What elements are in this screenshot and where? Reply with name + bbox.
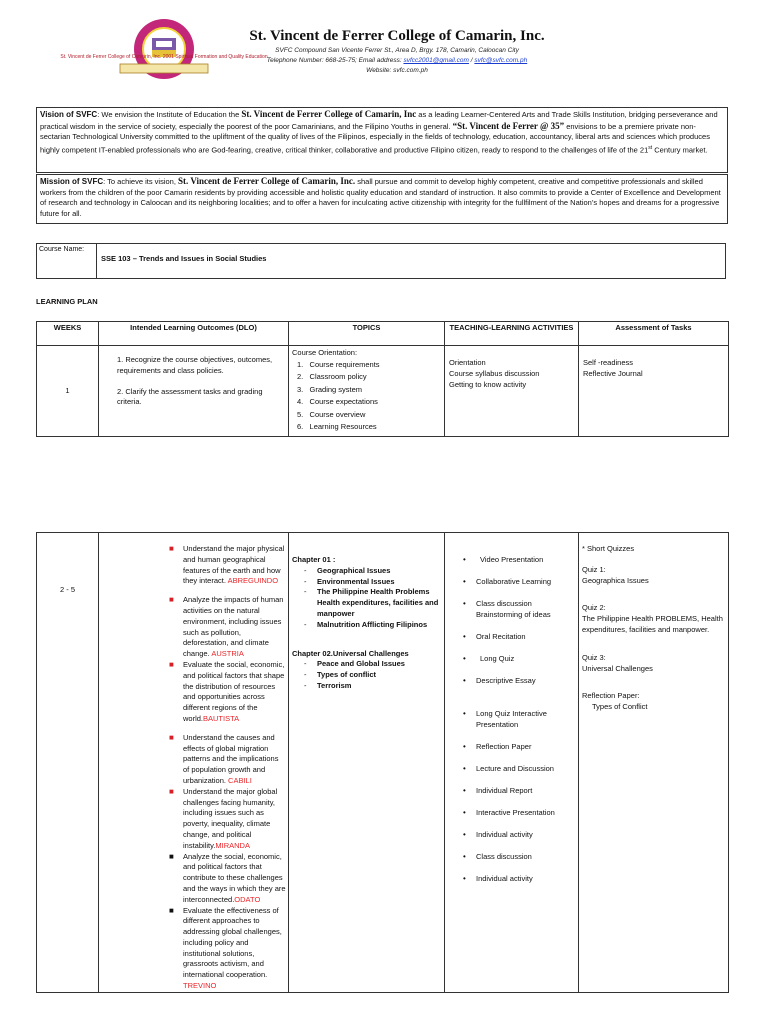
list-number: 3. xyxy=(297,384,304,394)
topics-cell xyxy=(289,533,445,993)
list-number: 5. xyxy=(297,409,304,419)
learning-plan-table-continued xyxy=(36,532,729,993)
chapter-title: Chapter 02.Universal Challenges xyxy=(292,648,409,658)
reflection-label: Reflection Paper: xyxy=(582,691,640,701)
list-item xyxy=(297,421,441,434)
dlo-text: Understand the causes and effects of global migration patterns and the implications of population growth and urbanization. xyxy=(183,732,279,785)
student-name: CABILI xyxy=(228,775,252,785)
student-name: MIRANDA xyxy=(215,840,250,850)
student-name: AUSTRIA xyxy=(211,649,244,659)
list-text: Learning Resources xyxy=(309,422,377,432)
list-item: Course syllabus discussion xyxy=(449,368,540,378)
course-title: SSE 103 – Trends and Issues in Social Studies xyxy=(101,254,267,263)
week-cell: 2 - 5 xyxy=(37,533,99,993)
list-text: Class discussion Brainstorming of ideas xyxy=(476,599,551,619)
vision-text-3: envisions to be a premiere private non-sectarian Technological University committed to the upliftment of the quality of lives of the Filipinos, especially in the fields of technology, education, accountancy, liberal arts and sciences which produces highly competent IT-enabled professionals who are God-fearing, creative, critical thinker, collaborative and productive Filipino citizen, ready to respond to the challenges of life of the 21 xyxy=(40,121,710,155)
list-item: • Individual activity xyxy=(463,830,533,839)
email-link-1[interactable]: svfcc2001@gmail.com xyxy=(403,57,469,64)
list-text: Peace and Global Issues xyxy=(317,659,405,669)
topics-title: Course Orientation: xyxy=(292,348,358,357)
list-text: Class discussion xyxy=(476,852,532,861)
header-topics: TOPICS xyxy=(289,322,445,346)
dlo-cell xyxy=(99,533,289,993)
list-text: Video Presentation xyxy=(480,555,544,564)
header-assessment: Assessment of Tasks xyxy=(579,322,729,346)
college-name: St. Vincent de Ferrer College of Camarin, Inc. xyxy=(249,28,545,44)
list-item xyxy=(304,577,441,588)
address: SVFC Compound San Vicente Ferrer St., Area D, Brgy. 178, Camarin, Caloocan City xyxy=(275,47,519,54)
list-item xyxy=(304,659,441,670)
list-item: • Class discussion xyxy=(463,852,532,861)
list-item: Getting to know activity xyxy=(449,379,527,389)
list-item xyxy=(297,371,441,384)
logo-year: St. Vincent de Ferrer College of Camarin, Inc. 2001 Spiritual Formation and Quality Education xyxy=(60,54,268,60)
quiz-label: Quiz 2: xyxy=(582,603,606,613)
contact-line xyxy=(222,57,572,64)
college-logo xyxy=(60,14,268,84)
list-item: • Video Presentation xyxy=(463,555,544,564)
student-name: TREVINO xyxy=(183,981,217,991)
list-item xyxy=(297,396,441,409)
mission-box xyxy=(36,174,728,224)
email-separator: / xyxy=(468,57,475,64)
dlo-text: Analyze the social, economic, and political factors that contribute to these challenges and the ways in which they are interconnected. xyxy=(183,851,286,904)
chapter-title: Chapter 01 : xyxy=(292,555,336,564)
chapter-list xyxy=(292,566,441,631)
list-item: ■ Understand the causes and effects of global migration patterns and the implications of population growth and urbanization. CABILI xyxy=(169,732,279,785)
assessment-cell xyxy=(579,346,729,437)
list-number: 2. xyxy=(297,372,304,382)
list-item xyxy=(304,566,441,577)
mission-institution: St. Vincent de Ferrer College of Camarin, Inc. xyxy=(178,176,356,186)
dlo-text: Evaluate the social, economic, and political factors that shape the distribution of resources and opportunities across different regions of the world. xyxy=(183,659,285,723)
list-item xyxy=(297,384,441,397)
list-text: Interactive Presentation xyxy=(476,808,555,817)
chapter-list xyxy=(292,659,441,691)
quiz-label: Quiz 1: xyxy=(582,564,606,574)
dlo-cell xyxy=(99,346,289,437)
list-text: Individual activity xyxy=(476,830,533,839)
list-dash: - xyxy=(304,680,307,690)
list-number: 1. xyxy=(297,359,304,369)
list-text: Course requirements xyxy=(309,359,380,369)
dlo-list xyxy=(169,544,286,992)
tla-list xyxy=(463,555,576,896)
list-text: The Philippine Health Problems Health expenditures, facilities and manpower xyxy=(317,587,439,618)
list-item: • Oral Recitation xyxy=(463,632,526,641)
list-item: • Long Quiz xyxy=(463,654,515,663)
dlo-text: Evaluate the effectiveness of different approaches to addressing global challenges, including policy and institutional solutions, grassroots activism, and international cooperation. xyxy=(183,905,282,980)
vision-sup: st xyxy=(648,145,653,152)
email-link-2[interactable]: svfc@svfc.com.ph xyxy=(474,57,528,64)
quiz-topic: Universal Challenges xyxy=(582,663,653,673)
reflection-topic: Types of Conflict xyxy=(592,702,648,712)
list-item: ■ Understand the major global challenges facing humanity, including issues such as poverty, inequality, climate change, and political instability.MIRANDA xyxy=(169,786,278,850)
table-header-row xyxy=(37,322,729,346)
week-cell: 1 xyxy=(37,346,99,437)
list-text: Collaborative Learning xyxy=(476,577,552,586)
list-dash: - xyxy=(304,587,307,597)
header-tla: TEACHING-LEARNING ACTIVITIES xyxy=(445,322,579,346)
list-item: • Individual Report xyxy=(463,786,533,795)
list-item: Self -readiness xyxy=(583,358,634,367)
list-item: Orientation xyxy=(449,358,486,367)
list-text: Lecture and Discussion xyxy=(476,764,554,773)
list-item: * Short Quizzes xyxy=(582,544,635,553)
dlo-text: Understand the major physical and human geographical features of the earth and how they interact. xyxy=(183,544,285,586)
list-item xyxy=(304,681,441,692)
list-dash: - xyxy=(304,670,307,680)
list-item: • Class discussion Brainstorming of ideas xyxy=(463,599,551,619)
list-item xyxy=(304,587,441,619)
list-item: • Reflection Paper xyxy=(463,742,532,751)
list-item: • Collaborative Learning xyxy=(463,577,552,586)
list-item xyxy=(297,409,441,422)
table-row xyxy=(37,346,729,437)
list-item: • Long Quiz Interactive Presentation xyxy=(463,709,547,729)
quiz-topic: The Philippine Health PROBLEMS, Health expenditures, facilities and manpower. xyxy=(582,614,723,634)
phone-text: Telephone Number: 668-25-75; Email address: xyxy=(266,57,404,64)
topics-cell xyxy=(289,346,445,437)
list-item: • Interactive Presentation xyxy=(463,808,555,817)
list-dash: - xyxy=(304,619,307,629)
list-text: Individual activity xyxy=(476,874,533,883)
list-text: Malnutrition Afflicting Filipinos xyxy=(317,619,428,629)
dlo-item: 1. Recognize the course objectives, outcomes, requirements and class policies. xyxy=(117,355,273,375)
list-text: Individual Report xyxy=(476,786,533,795)
student-name: ABREGUINDO xyxy=(227,576,279,586)
vision-text-4: Century market. xyxy=(652,145,708,155)
tla-cell xyxy=(445,346,579,437)
dlo-text: Analyze the impacts of human activities on the natural environment, including issues such as pollution, deforestation, and climate change. xyxy=(183,595,284,659)
list-text: Reflection Paper xyxy=(476,742,532,751)
vision-institution: St. Vincent de Ferrer College of Camarin, Inc xyxy=(241,109,417,119)
header-weeks: WEEKS xyxy=(37,322,99,346)
list-dash: - xyxy=(304,576,307,586)
mission-label: Mission of SVFC xyxy=(40,177,104,186)
list-item xyxy=(304,620,441,631)
list-text: Environmental Issues xyxy=(317,576,395,586)
list-number: 6. xyxy=(297,422,304,432)
learning-plan-label: LEARNING PLAN xyxy=(36,297,98,306)
header-dlo: Intended Learning Outcomes (DLO) xyxy=(99,322,289,346)
list-item: • Individual activity xyxy=(463,874,533,883)
quiz-topic: Geographica Issues xyxy=(582,575,649,585)
student-name: BAUTISTA xyxy=(203,713,240,723)
list-text: Types of conflict xyxy=(317,670,377,680)
course-name-box xyxy=(36,243,726,279)
list-text: Course overview xyxy=(309,409,366,419)
vision-text-2: as a leading Learner-Centered Arts and Trade Skills Institution, bridging perseverance and practical wisdom in the service of society, especially the poorest of the poor Camarinians, and the Filipino Youths in general. xyxy=(40,110,718,131)
list-item xyxy=(304,670,441,681)
list-text: Course expectations xyxy=(309,397,378,407)
list-dash: - xyxy=(304,659,307,669)
list-item: ■ Evaluate the social, economic, and political factors that shape the distribution of resources and opportunities across different regions of the world.BAUTISTA xyxy=(169,659,285,723)
assessment-cell xyxy=(579,533,729,993)
list-text: Geographical Issues xyxy=(317,565,391,575)
mission-text-2: shall pursue and commit to develop highly competent, creative and competitive professionals and skilled workers from the children of the poor Camarin residents by providing accessible and holistic quality education and standard of instruction. It also commits to provide a Center of Excellence and Development of research and technology in Caloocan and its neighboring localities; and to offer a haven for inculcating active citizenship with integrity for the fullfilment of the Nation’s hopes and dreams for a progressive future for all. xyxy=(40,177,721,219)
list-item: ■ Understand the major physical and human geographical features of the earth and how they interact. ABREGUINDO xyxy=(169,544,285,586)
list-text: Oral Recitation xyxy=(476,632,526,641)
mission-text-1: : To achieve its vision, xyxy=(103,177,179,186)
topics-list xyxy=(292,359,441,434)
list-item: Reflective Journal xyxy=(583,368,643,378)
list-item: • Lecture and Discussion xyxy=(463,764,554,773)
vision-box xyxy=(36,107,728,173)
dlo-item: 2. Clarify the assessment tasks and grading criteria. xyxy=(117,386,263,407)
table-row xyxy=(37,533,729,993)
student-name: ODATO xyxy=(234,894,261,904)
quiz-label: Quiz 3: xyxy=(582,652,606,662)
course-label: Course Name: xyxy=(37,244,97,278)
list-text: Long Quiz xyxy=(480,654,515,663)
website: Website: svfc.com.ph xyxy=(366,67,428,74)
list-text: Grading system xyxy=(309,384,363,394)
list-text: Descriptive Essay xyxy=(476,676,536,685)
tla-cell xyxy=(445,533,579,993)
list-number: 4. xyxy=(297,397,304,407)
list-item: ■ Analyze the impacts of human activities on the natural environment, including issues such as pollution, deforestation, and climate change. AUSTRIA xyxy=(169,595,284,659)
vision-label: Vision of SVFC xyxy=(40,110,98,119)
learning-plan-table xyxy=(36,321,729,437)
list-text: Long Quiz Interactive Presentation xyxy=(476,709,547,729)
list-item: ■ Analyze the social, economic, and political factors that contribute to these challenges and the ways in which they are interconnected.ODATO xyxy=(169,851,286,904)
list-item xyxy=(297,359,441,372)
list-item: • Descriptive Essay xyxy=(463,676,536,685)
list-dash: - xyxy=(304,565,307,575)
list-item: ■ Evaluate the effectiveness of different approaches to addressing global challenges, including policy and institutional solutions, grassroots activism, and international cooperation. TREVINO xyxy=(169,905,282,991)
dlo-text: Understand the major global challenges facing humanity, including issues such as poverty, inequality, climate change, and political instability. xyxy=(183,786,278,850)
list-text: Classroom policy xyxy=(309,372,367,382)
vision-slogan: “St. Vincent de Ferrer @ 35” xyxy=(452,120,565,131)
list-text: Terrorism xyxy=(317,680,352,690)
vision-text-1: : We envision the Institute of Education the xyxy=(97,110,242,119)
